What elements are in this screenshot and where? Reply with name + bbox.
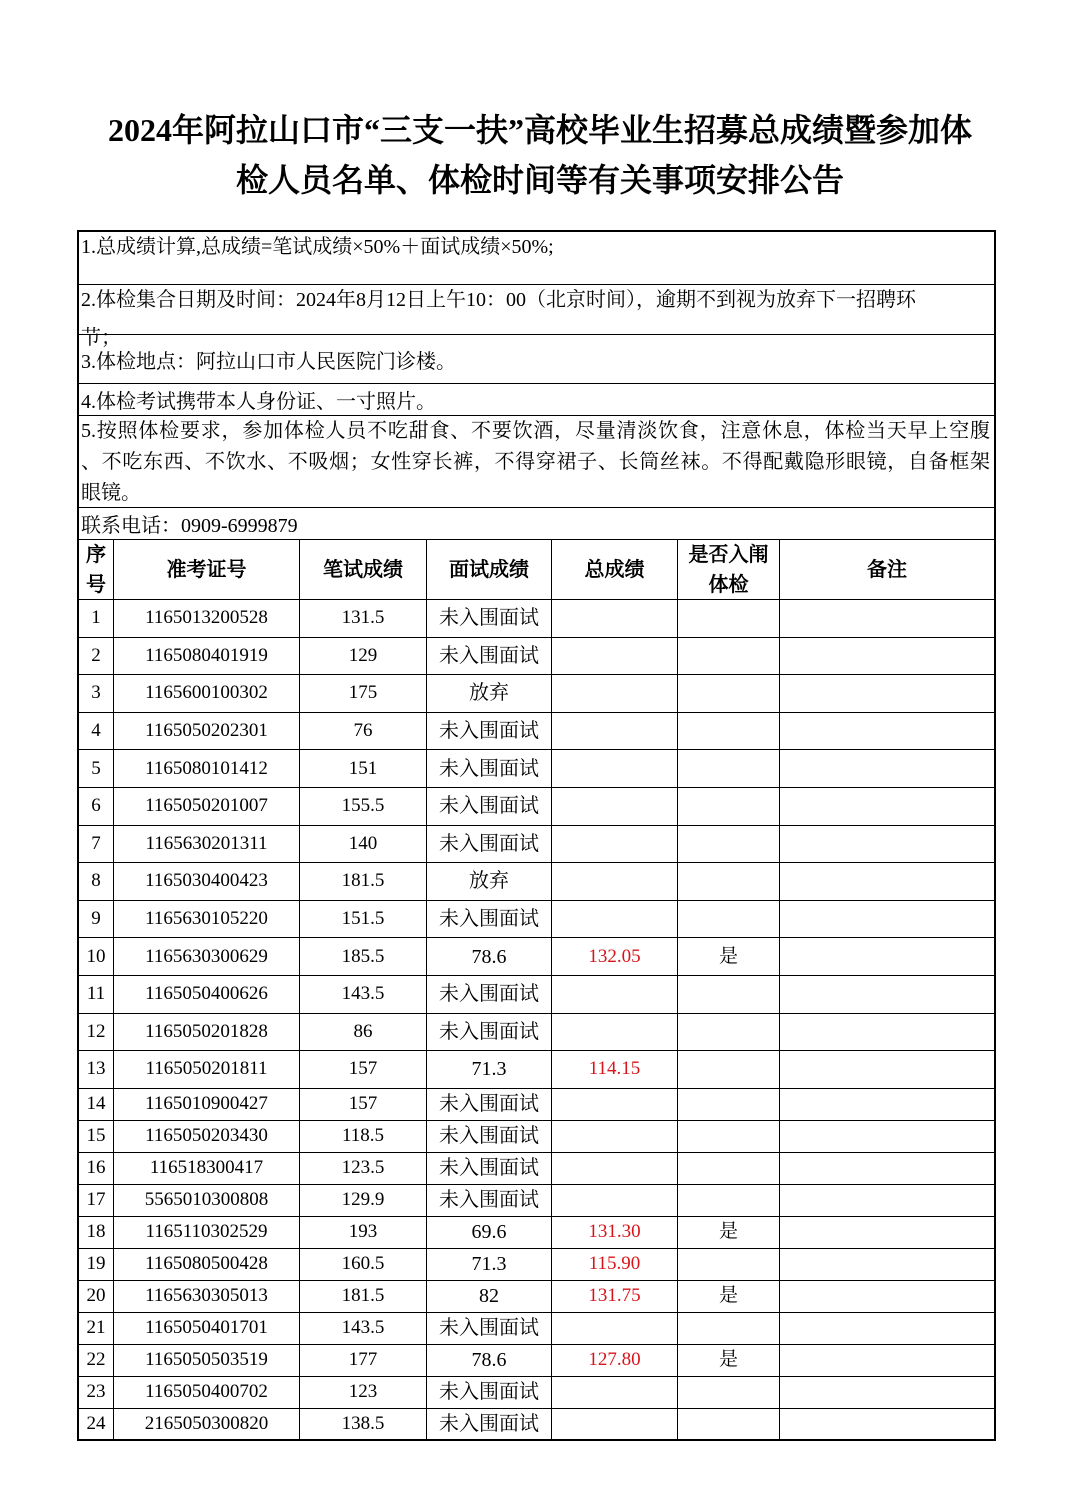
cell-seq: 21 [79,1313,114,1345]
cell-seq: 13 [79,1051,114,1089]
cell-total-score [552,863,678,901]
cell-interview-score: 未入围面试 [427,1409,552,1441]
cell-exam-id: 1165080101412 [114,750,300,788]
cell-total-score [552,826,678,864]
cell-total-score [552,638,678,676]
cell-total-score [552,1377,678,1409]
header-remark: 备注 [780,540,996,600]
cell-interview-score: 82 [427,1281,552,1313]
cell-total-score [552,675,678,713]
cell-exam-id: 1165050201007 [114,788,300,826]
note-exam-time [79,285,996,349]
note-formula: 1.总成绩计算,总成绩=笔试成绩×50%＋面试成绩×50%; [79,232,996,285]
cell-total-score: 131.75 [552,1281,678,1313]
title-line-1: 2024年阿拉山口市“三支一扶”高校毕业生招募总成绩暨参加体 [107,112,972,148]
table-row [79,1185,996,1217]
cell-shortlisted [678,1089,780,1121]
cell-exam-id: 1165080500428 [114,1249,300,1281]
table-row [79,713,996,751]
cell-shortlisted [678,638,780,676]
cell-interview-score: 未入围面试 [427,1121,552,1153]
table-row [79,1249,996,1281]
cell-seq: 2 [79,638,114,676]
cell-remark [780,600,996,638]
cell-written-score: 123.5 [300,1153,427,1185]
cell-interview-score: 78.6 [427,1345,552,1377]
table-row [79,1377,996,1409]
header-exam-id: 准考证号 [114,540,300,600]
cell-total-score [552,1185,678,1217]
cell-seq: 23 [79,1377,114,1409]
table-row [79,863,996,901]
cell-exam-id: 1165630305013 [114,1281,300,1313]
cell-exam-id: 1165010900427 [114,1089,300,1121]
table-row [79,1051,996,1089]
cell-remark [780,976,996,1014]
cell-written-score: 129 [300,638,427,676]
cell-written-score: 138.5 [300,1409,427,1441]
cell-exam-id: 1165050401701 [114,1313,300,1345]
cell-exam-id: 1165050503519 [114,1345,300,1377]
cell-shortlisted [678,1313,780,1345]
cell-total-score [552,1014,678,1052]
cell-seq: 3 [79,675,114,713]
note-row-documents [79,384,996,416]
cell-written-score: 86 [300,1014,427,1052]
cell-remark [780,1377,996,1409]
cell-exam-id: 1165050400626 [114,976,300,1014]
table-row [79,600,996,638]
cell-written-score: 193 [300,1217,427,1249]
cell-total-score: 115.90 [552,1249,678,1281]
cell-shortlisted [678,1051,780,1089]
cell-seq: 6 [79,788,114,826]
cell-shortlisted: 是 [678,938,780,976]
cell-remark [780,863,996,901]
cell-interview-score: 71.3 [427,1051,552,1089]
table-row [79,1014,996,1052]
cell-total-score [552,1409,678,1441]
table-row [79,675,996,713]
cell-shortlisted [678,675,780,713]
cell-written-score: 123 [300,1377,427,1409]
cell-written-score: 160.5 [300,1249,427,1281]
cell-interview-score: 未入围面试 [427,1185,552,1217]
table-body [79,600,996,1441]
note-exam-time-line-2: 节； [81,327,121,349]
table-row [79,788,996,826]
cell-exam-id: 1165630300629 [114,938,300,976]
note-row-exam-location [79,335,996,384]
cell-seq: 18 [79,1217,114,1249]
cell-remark [780,1089,996,1121]
note-row-requirements [79,416,996,508]
cell-seq: 20 [79,1281,114,1313]
cell-shortlisted [678,1014,780,1052]
cell-seq: 8 [79,863,114,901]
cell-written-score: 157 [300,1089,427,1121]
cell-interview-score: 78.6 [427,938,552,976]
cell-total-score [552,1089,678,1121]
table-row [79,976,996,1014]
cell-exam-id: 1165600100302 [114,675,300,713]
cell-written-score: 185.5 [300,938,427,976]
cell-shortlisted [678,1153,780,1185]
cell-written-score: 157 [300,1051,427,1089]
cell-shortlisted: 是 [678,1217,780,1249]
cell-written-score: 131.5 [300,600,427,638]
table-row [79,1089,996,1121]
cell-exam-id: 116518300417 [114,1153,300,1185]
cell-seq: 15 [79,1121,114,1153]
title-line-2: 检人员名单、体检时间等有关事项安排公告 [235,162,844,198]
cell-remark [780,713,996,751]
cell-interview-score: 未入围面试 [427,788,552,826]
cell-interview-score: 未入围面试 [427,600,552,638]
cell-exam-id: 1165050202301 [114,713,300,751]
cell-shortlisted [678,1185,780,1217]
note-documents: 4.体检考试携带本人身份证、一寸照片。 [79,384,996,416]
cell-exam-id: 2165050300820 [114,1409,300,1441]
table-row [79,750,996,788]
cell-exam-id: 1165050203430 [114,1121,300,1153]
cell-total-score [552,1153,678,1185]
cell-interview-score: 未入围面试 [427,1153,552,1185]
cell-exam-id: 5565010300808 [114,1185,300,1217]
cell-total-score [552,1313,678,1345]
cell-shortlisted [678,713,780,751]
cell-remark [780,638,996,676]
cell-seq: 17 [79,1185,114,1217]
cell-interview-score: 未入围面试 [427,1377,552,1409]
cell-seq: 12 [79,1014,114,1052]
cell-interview-score: 71.3 [427,1249,552,1281]
table-row [79,1281,996,1313]
cell-interview-score: 未入围面试 [427,1014,552,1052]
cell-seq: 5 [79,750,114,788]
cell-remark [780,1249,996,1281]
note-row-contact [79,508,996,540]
cell-interview-score: 69.6 [427,1217,552,1249]
cell-interview-score: 未入围面试 [427,976,552,1014]
cell-remark [780,901,996,939]
cell-total-score [552,901,678,939]
cell-remark [780,1409,996,1441]
cell-written-score: 175 [300,675,427,713]
cell-seq: 7 [79,826,114,864]
note-requirements-line-1: 5.按照体检要求，参加体检人员不吃甜食、不要饮酒，尽量清淡饮食，注意休息，体检当天早上空腹 [81,420,990,442]
cell-interview-score: 放弃 [427,863,552,901]
cell-written-score: 118.5 [300,1121,427,1153]
cell-remark [780,750,996,788]
cell-exam-id: 1165630105220 [114,901,300,939]
table-row [79,1409,996,1441]
cell-seq: 10 [79,938,114,976]
results-table [77,230,996,1441]
cell-exam-id: 1165080401919 [114,638,300,676]
cell-total-score [552,788,678,826]
cell-written-score: 151 [300,750,427,788]
cell-shortlisted [678,1121,780,1153]
cell-seq: 14 [79,1089,114,1121]
cell-total-score [552,600,678,638]
header-seq: 序号 [79,540,114,600]
cell-shortlisted [678,1377,780,1409]
cell-remark [780,675,996,713]
cell-exam-id: 1165630201311 [114,826,300,864]
cell-interview-score: 未入围面试 [427,713,552,751]
cell-written-score: 143.5 [300,976,427,1014]
cell-seq: 11 [79,976,114,1014]
cell-interview-score: 未入围面试 [427,750,552,788]
cell-remark [780,1051,996,1089]
cell-remark [780,1153,996,1185]
note-requirements-line-2: 、不吃东西、不饮水、不吸烟；女性穿长裤，不得穿裙子、长筒丝袜。不得配戴隐形眼镜，自备框架 [81,451,990,473]
header-shortlisted: 是否入闱体检 [678,540,780,600]
cell-shortlisted: 是 [678,1281,780,1313]
cell-remark [780,1014,996,1052]
cell-remark [780,1313,996,1345]
table-header-row [79,540,996,600]
cell-total-score [552,750,678,788]
cell-total-score: 132.05 [552,938,678,976]
cell-remark [780,788,996,826]
cell-interview-score: 未入围面试 [427,1089,552,1121]
note-requirements [79,416,996,508]
cell-written-score: 140 [300,826,427,864]
cell-total-score [552,1121,678,1153]
note-row-exam-time [79,285,996,349]
cell-total-score: 127.80 [552,1345,678,1377]
cell-remark [780,1281,996,1313]
table-row [79,1153,996,1185]
table-row [79,826,996,864]
cell-shortlisted: 是 [678,1345,780,1377]
cell-shortlisted [678,901,780,939]
cell-written-score: 129.9 [300,1185,427,1217]
cell-exam-id: 1165050201811 [114,1051,300,1089]
note-row-formula [79,232,996,285]
cell-interview-score: 未入围面试 [427,901,552,939]
cell-written-score: 181.5 [300,1281,427,1313]
cell-shortlisted [678,600,780,638]
cell-total-score [552,713,678,751]
cell-shortlisted [678,750,780,788]
note-exam-time-line-1: 2.体检集合日期及时间：2024年8月12日上午10：00（北京时间），逾期不到视为放弃下一招聘环 [81,289,916,311]
cell-total-score [552,976,678,1014]
cell-interview-score: 未入围面试 [427,826,552,864]
cell-exam-id: 1165013200528 [114,600,300,638]
cell-seq: 19 [79,1249,114,1281]
cell-written-score: 151.5 [300,901,427,939]
cell-total-score: 114.15 [552,1051,678,1089]
cell-exam-id: 1165030400423 [114,863,300,901]
cell-remark [780,1121,996,1153]
cell-remark [780,1217,996,1249]
cell-seq: 9 [79,901,114,939]
table-row [79,901,996,939]
cell-shortlisted [678,863,780,901]
table-row [79,1313,996,1345]
cell-shortlisted [678,826,780,864]
cell-written-score: 76 [300,713,427,751]
note-contact: 联系电话：0909-6999879 [79,508,996,540]
cell-seq: 16 [79,1153,114,1185]
cell-written-score: 181.5 [300,863,427,901]
header-interview-score: 面试成绩 [427,540,552,600]
header-total-score: 总成绩 [552,540,678,600]
cell-remark [780,1185,996,1217]
cell-seq: 22 [79,1345,114,1377]
cell-written-score: 155.5 [300,788,427,826]
cell-interview-score: 放弃 [427,675,552,713]
cell-shortlisted [678,976,780,1014]
table-row [79,1217,996,1249]
cell-remark [780,938,996,976]
table-row [79,638,996,676]
cell-interview-score: 未入围面试 [427,1313,552,1345]
table-row [79,938,996,976]
note-requirements-line-3: 眼镜。 [81,482,141,504]
cell-exam-id: 1165050400702 [114,1377,300,1409]
cell-shortlisted [678,1409,780,1441]
header-written-score: 笔试成绩 [300,540,427,600]
cell-written-score: 143.5 [300,1313,427,1345]
cell-exam-id: 1165050201828 [114,1014,300,1052]
cell-shortlisted [678,1249,780,1281]
cell-seq: 24 [79,1409,114,1441]
table-row [79,1121,996,1153]
cell-written-score: 177 [300,1345,427,1377]
cell-remark [780,1345,996,1377]
cell-seq: 1 [79,600,114,638]
note-exam-location: 3.体检地点：阿拉山口市人民医院门诊楼。 [79,335,996,384]
cell-exam-id: 1165110302529 [114,1217,300,1249]
cell-total-score: 131.30 [552,1217,678,1249]
table-row [79,1345,996,1377]
cell-shortlisted [678,788,780,826]
cell-interview-score: 未入围面试 [427,638,552,676]
cell-seq: 4 [79,713,114,751]
document-title [0,105,1080,205]
cell-remark [780,826,996,864]
